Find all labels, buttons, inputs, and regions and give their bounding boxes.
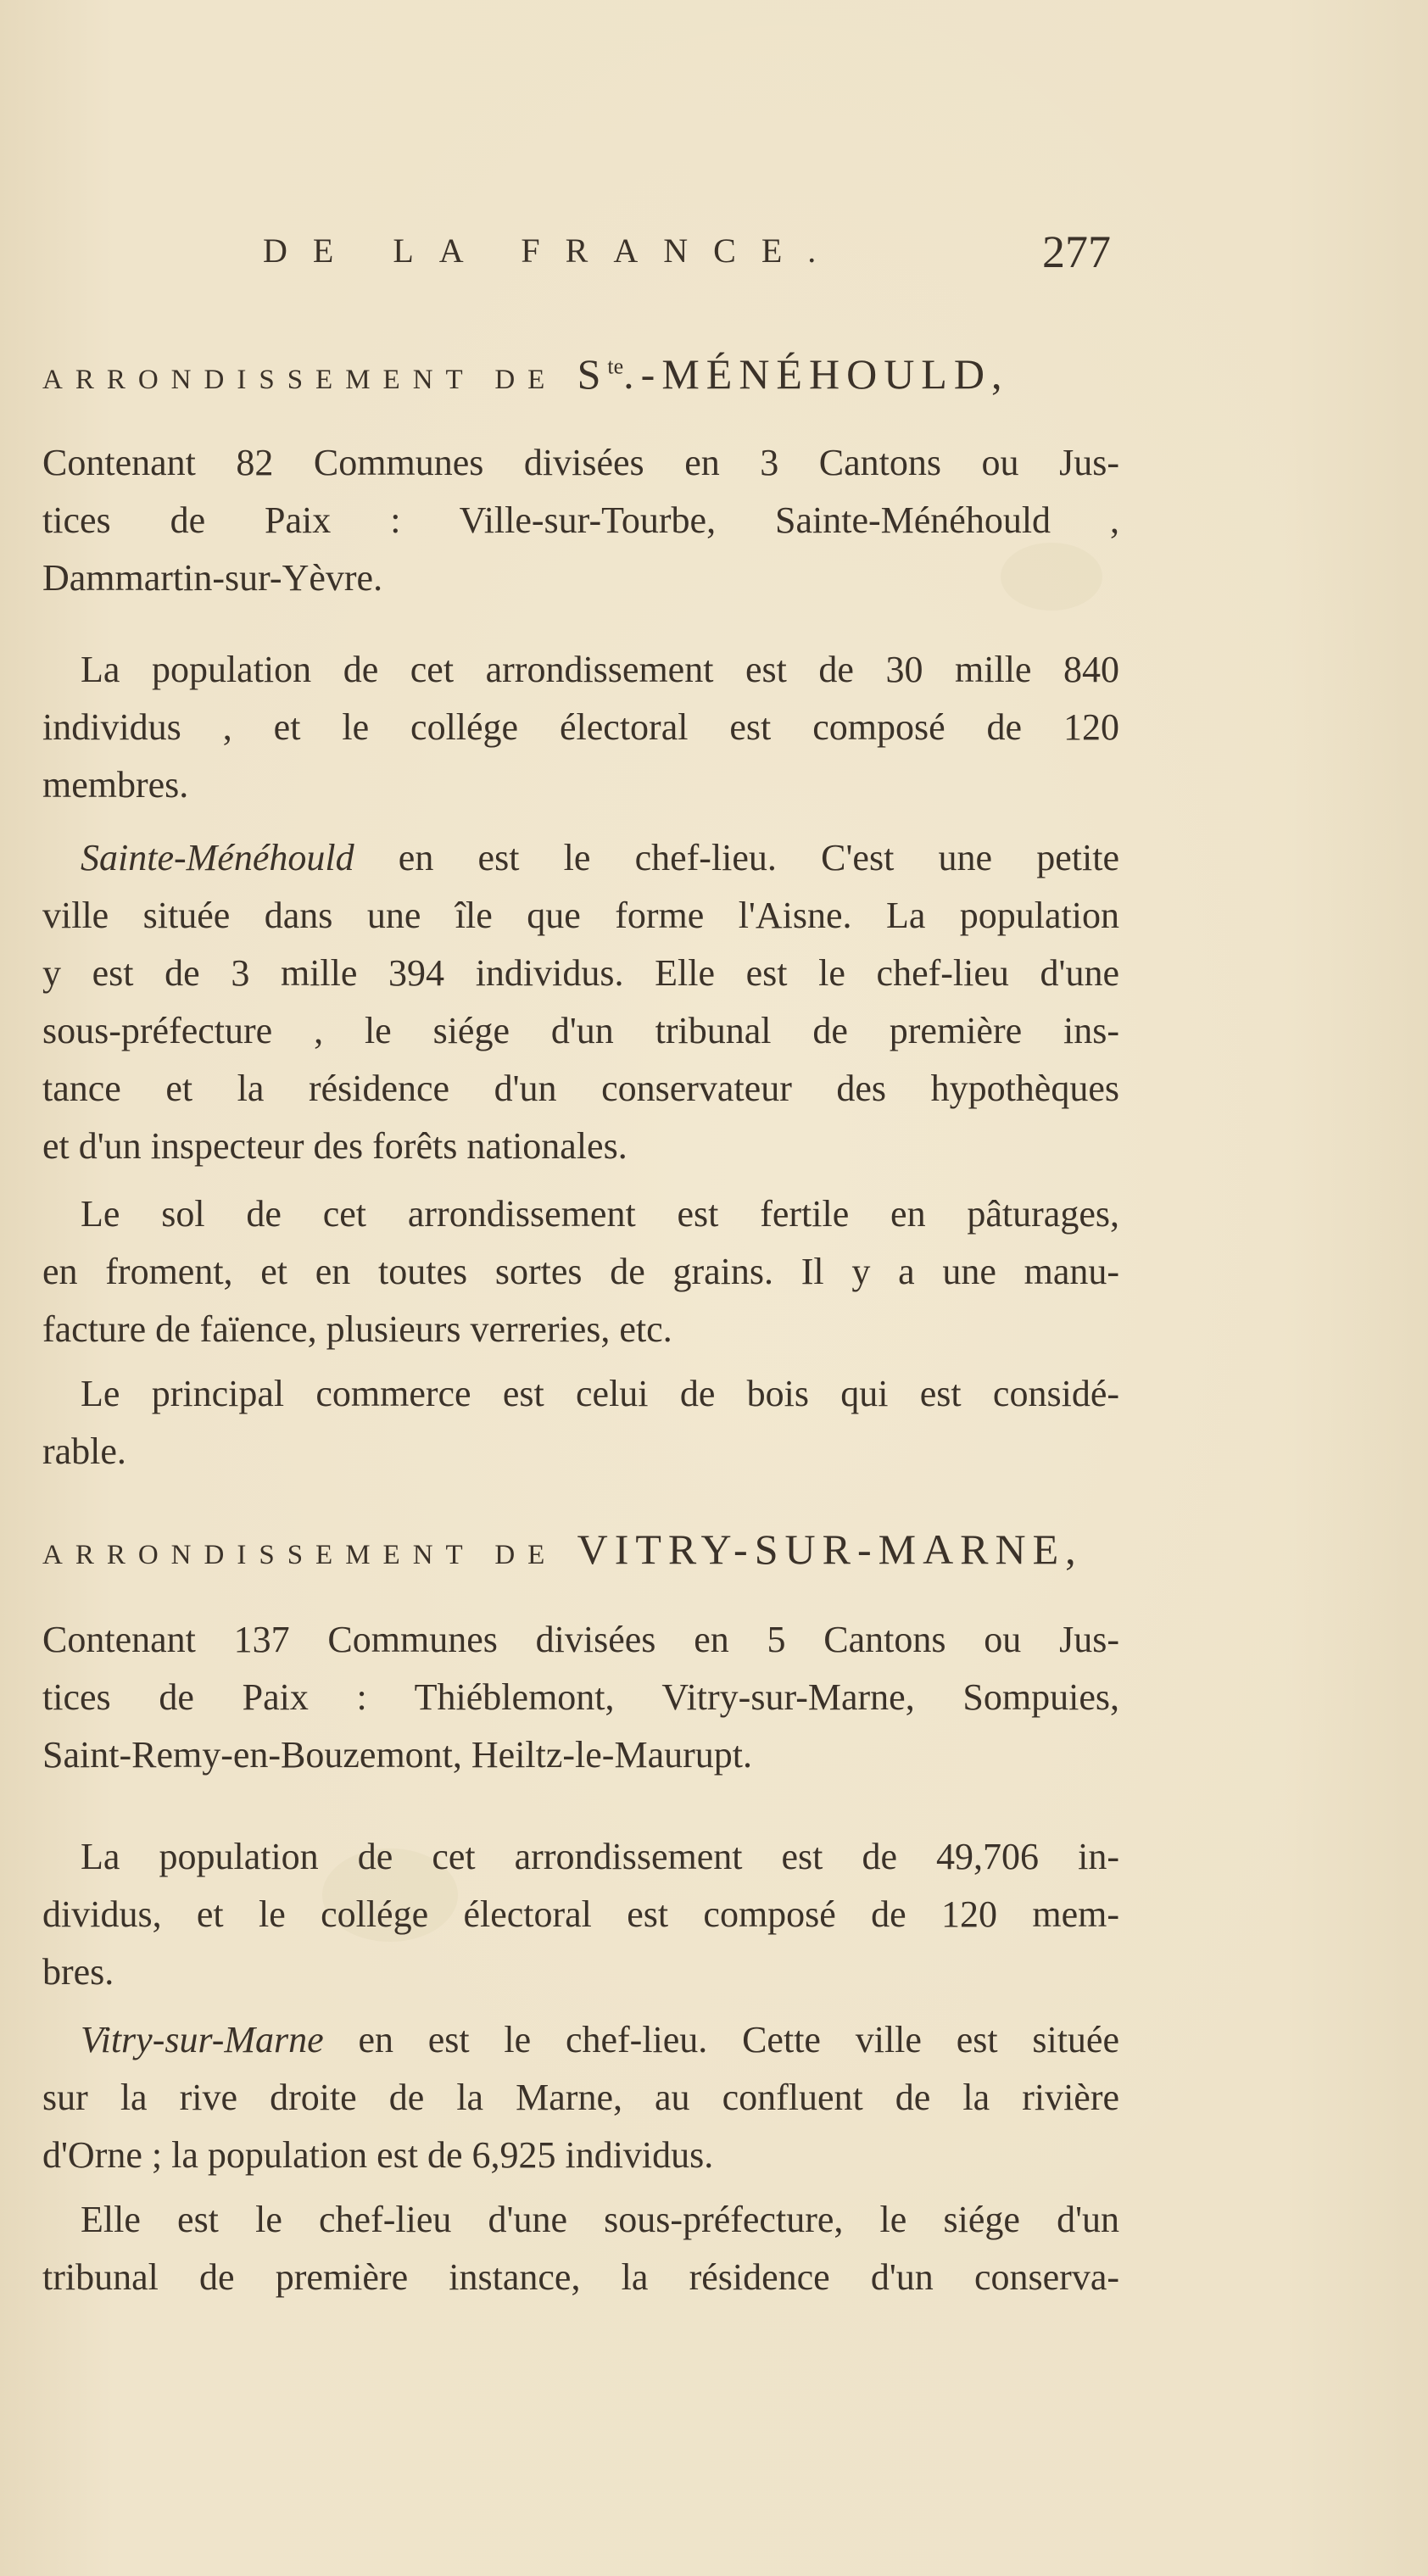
text-line: sur la rive droite de la Marne, au confluent de la rivière <box>42 2077 1119 2118</box>
text-line: Saint-Remy-en-Bouzemont, Heiltz-le-Maurupt. <box>42 1734 752 1776</box>
heading-prefix: ARRONDISSEMENT DE <box>42 1540 558 1570</box>
text-line: tance et la résidence d'un conservateur des hypothèques <box>42 1068 1119 1109</box>
text-line: tribunal de première instance, la résidence d'un conserva- <box>42 2256 1119 2298</box>
heading-prefix: ARRONDISSEMENT DE <box>42 365 558 395</box>
text-line: tices de Paix : Thiéblemont, Vitry-sur-Marne, Sompuies, <box>42 1676 1119 1718</box>
paragraph <box>42 641 1119 814</box>
text-line: et d'un inspecteur des forêts nationales. <box>42 1125 628 1167</box>
page-header <box>263 226 1111 307</box>
text-line: sous-préfecture , le siége d'un tribunal de première ins- <box>42 1010 1119 1051</box>
text-line: Dammartin-sur-Yèvre. <box>42 557 383 599</box>
text-fragment: en est le chef-lieu. C'est une petite <box>354 837 1119 878</box>
paragraph <box>42 829 1119 1175</box>
paragraph <box>42 1185 1119 1358</box>
paragraph <box>42 1365 1119 1480</box>
text-line: rable. <box>42 1430 126 1472</box>
section-heading <box>42 1525 1083 1574</box>
text-line: tices de Paix : Ville-sur-Tourbe, Sainte-Ménéhould , <box>42 499 1119 541</box>
page-number: 277 <box>1042 226 1111 277</box>
heading-name <box>577 350 1009 398</box>
paragraph <box>42 2011 1119 2184</box>
running-title: DE LA FRANCE. <box>263 231 842 270</box>
section-heading <box>42 349 1008 399</box>
text-line: bres. <box>42 1951 114 1993</box>
heading-name-rest: .-MÉNÉHOULD, <box>623 350 1009 398</box>
heading-name: VITRY-SUR-MARNE, <box>577 1525 1083 1573</box>
paragraph <box>42 1828 1119 2001</box>
text-line <box>42 829 1119 887</box>
heading-name-initial: S <box>577 350 608 398</box>
heading-name-sup: te <box>607 354 624 379</box>
text-line: Contenant 137 Communes divisées en 5 Cantons ou Jus- <box>42 1619 1119 1660</box>
text-line: Elle est le chef-lieu d'une sous-préfecture, le siége d'un <box>81 2199 1119 2240</box>
text-line: Contenant 82 Communes divisées en 3 Cantons ou Jus- <box>42 442 1119 483</box>
text-line: dividus, et le collége électoral est composé de 120 mem- <box>42 1893 1119 1935</box>
italic-place-name: Vitry-sur-Marne <box>81 2019 324 2060</box>
text-line <box>42 2011 1119 2069</box>
italic-place-name: Sainte-Ménéhould <box>81 837 354 878</box>
text-line: y est de 3 mille 394 individus. Elle est le chef-lieu d'une <box>42 952 1119 994</box>
paragraph <box>42 1611 1119 1784</box>
text-line: en froment, et en toutes sortes de grains. Il y a une manu- <box>42 1251 1119 1292</box>
paragraph <box>42 434 1119 607</box>
text-line: ville située dans une île que forme l'Aisne. La population <box>42 895 1119 936</box>
text-line: Le principal commerce est celui de bois qui est considé- <box>81 1373 1119 1414</box>
text-line: d'Orne ; la population est de 6,925 individus. <box>42 2134 714 2176</box>
text-line: individus , et le collége électoral est composé de 120 <box>42 706 1119 748</box>
paragraph <box>42 2191 1119 2306</box>
text-line: facture de faïence, plusieurs verreries, etc. <box>42 1308 672 1350</box>
text-line: La population de cet arrondissement est de 30 mille 840 <box>81 649 1119 690</box>
text-line: Le sol de cet arrondissement est fertile en pâturages, <box>81 1193 1119 1235</box>
text-fragment: en est le chef-lieu. Cette ville est située <box>323 2019 1119 2060</box>
text-line: La population de cet arrondissement est de 49,706 in- <box>81 1836 1119 1877</box>
text-line: membres. <box>42 764 189 806</box>
